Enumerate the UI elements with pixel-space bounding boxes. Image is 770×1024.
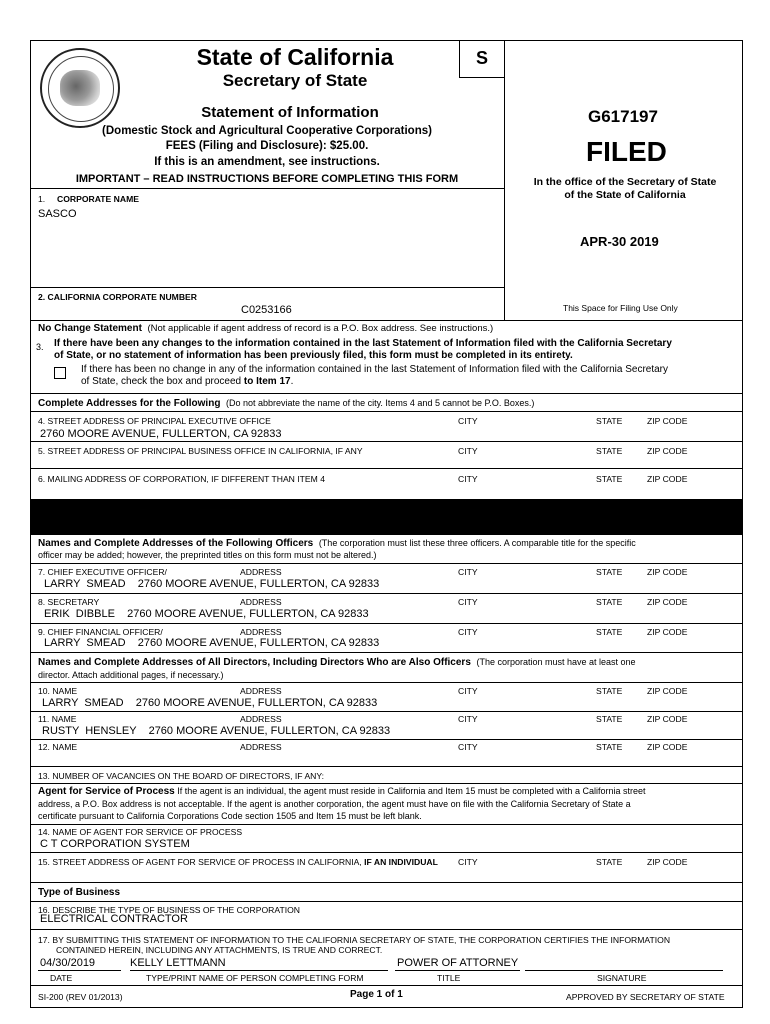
item3-line3: If there has been no change in any of the information contained in the last Statement of Information filed with the California Secretary [81, 364, 669, 375]
amendment-note: If this is an amendment, see instructions. [154, 156, 380, 168]
item1-label: CORPORATE NAME [57, 194, 139, 204]
item10-value: LARRY SMEAD 2760 MOORE AVENUE, FULLERTON, CA 92833 [42, 697, 378, 709]
state-title: State of California [196, 44, 394, 70]
officers-heading-note2: officer may be added; however, the preprinted titles on this form must not be altered.) [38, 550, 377, 560]
signature-label: SIGNATURE [597, 973, 647, 983]
item9-value: LARRY SMEAD 2760 MOORE AVENUE, FULLERTON, CA 92833 [44, 637, 380, 649]
item11-state-label: STATE [596, 714, 623, 724]
cert-name-value: KELLY LETTMANN [130, 957, 226, 969]
corp-type: (Domestic Stock and Agricultural Cooperative Corporations) [102, 125, 432, 137]
statement-title: Statement of Information [201, 104, 379, 121]
corporate-number-value: C0253166 [241, 304, 292, 316]
item15-label: 15. STREET ADDRESS OF AGENT FOR SERVICE OF PROCESS IN CALIFORNIA, IF AN INDIVIDUAL [38, 857, 438, 867]
item14-value: C T CORPORATION SYSTEM [40, 838, 190, 850]
item4-label: 4. STREET ADDRESS OF PRINCIPAL EXECUTIVE OFFICE [38, 416, 271, 426]
item8-zip-label: ZIP CODE [647, 597, 688, 607]
item5-city-label: CITY [458, 446, 478, 456]
item15-city-label: CITY [458, 857, 478, 867]
filed-stamp: FILED [586, 136, 667, 167]
directors-heading-row: Names and Complete Addresses of All Directors, Including Directors Who are Also Officers (The corporation must have at least one [38, 657, 636, 668]
no-change-checkbox[interactable] [54, 367, 66, 379]
item8-state-label: STATE [596, 597, 623, 607]
item9-state-label: STATE [596, 627, 623, 637]
corporate-name-value: SASCO [38, 208, 77, 220]
item7-zip-label: ZIP CODE [647, 567, 688, 577]
item9-zip-label: ZIP CODE [647, 627, 688, 637]
item7-city-label: CITY [458, 567, 478, 577]
item9-address-label: ADDRESS [240, 627, 282, 637]
item3-number: 3. [36, 342, 44, 352]
business-heading: Type of Business [38, 887, 121, 898]
office-line-1: In the office of the Secretary of State [533, 176, 717, 188]
item11-label: 11. NAME [38, 714, 77, 724]
item11-city-label: CITY [458, 714, 478, 724]
item16-value: ELECTRICAL CONTRACTOR [40, 913, 188, 925]
item2-label: 2. CALIFORNIA CORPORATE NUMBER [38, 292, 197, 302]
item10-zip-label: ZIP CODE [647, 686, 688, 696]
cert-title-value: POWER OF ATTORNEY [397, 957, 519, 969]
agent-note3: certificate pursuant to California Corporations Code section 1505 and Item 15 must be left blank. [38, 811, 422, 821]
no-change-heading-row: No Change Statement (Not applicable if agent address of record is a P.O. Box address. See instructions.) [38, 323, 494, 334]
item8-city-label: CITY [458, 597, 478, 607]
item4-value: 2760 MOORE AVENUE, FULLERTON, CA 92833 [40, 428, 282, 440]
item6-city-label: CITY [458, 474, 478, 484]
item7-value: LARRY SMEAD 2760 MOORE AVENUE, FULLERTON, CA 92833 [44, 578, 380, 590]
cert-date-value: 04/30/2019 [40, 957, 96, 969]
item11-address-label: ADDRESS [240, 714, 282, 724]
item8-label: 8. SECRETARY [38, 597, 100, 607]
important-note: IMPORTANT – READ INSTRUCTIONS BEFORE COMPLETING THIS FORM [75, 173, 459, 185]
page-number: Page 1 of 1 [350, 989, 403, 1000]
item11-value: RUSTY HENSLEY 2760 MOORE AVENUE, FULLERTON, CA 92833 [42, 725, 391, 737]
item6-label: 6. MAILING ADDRESS OF CORPORATION, IF DIFFERENT THAN ITEM 4 [38, 474, 325, 484]
item14-label: 14. NAME OF AGENT FOR SERVICE OF PROCESS [38, 827, 243, 837]
item9-label: 9. CHIEF FINANCIAL OFFICER/ [38, 627, 163, 637]
date-label: DATE [50, 973, 73, 983]
item5-zip-label: ZIP CODE [647, 446, 688, 456]
item8-value: ERIK DIBBLE 2760 MOORE AVENUE, FULLERTON, CA 92833 [44, 608, 369, 620]
item6-state-label: STATE [596, 474, 623, 484]
item16-label: 16. DESCRIBE THE TYPE OF BUSINESS OF THE CORPORATION [38, 905, 301, 915]
item8-address-label: ADDRESS [240, 597, 282, 607]
title-label: TITLE [437, 973, 461, 983]
item12-address-label: ADDRESS [240, 742, 282, 752]
secretary-title: Secretary of State [222, 71, 368, 90]
item4-zip-label: ZIP CODE [647, 416, 688, 426]
filing-date: APR-30 2019 [580, 234, 659, 249]
redaction-bar [30, 499, 743, 535]
fees-text: FEES (Filing and Disclosure): $25.00. [165, 140, 369, 152]
item11-zip-label: ZIP CODE [647, 714, 688, 724]
item4-city-label: CITY [458, 416, 478, 426]
item10-city-label: CITY [458, 686, 478, 696]
item6-zip-label: ZIP CODE [647, 474, 688, 484]
directors-heading-note2: director. Attach additional pages, if necessary.) [38, 670, 224, 680]
item3-line4: of State, check the box and proceed to Item 17. [81, 376, 294, 387]
item5-state-label: STATE [596, 446, 623, 456]
agent-heading-row: Agent for Service of Process If the agent is an individual, the agent must reside in California and Item 15 must be completed with a California street [38, 786, 646, 797]
item12-label: 12. NAME [38, 742, 78, 752]
form-code-box: S [459, 40, 505, 78]
agent-note2: address, a P.O. Box address is not acceptable. If the agent is another corporation, the agent must have on file with the California Secretary of State a [38, 799, 631, 809]
item1-number: 1. [38, 194, 46, 204]
filing-space-note: This Space for Filing Use Only [563, 303, 678, 313]
item10-address-label: ADDRESS [240, 686, 282, 696]
item15-zip-label: ZIP CODE [647, 857, 688, 867]
item3-line1: If there have been any changes to the information contained in the last Statement of Information filed with the California Secretary [54, 338, 672, 349]
item12-zip-label: ZIP CODE [647, 742, 688, 752]
state-seal-icon [40, 48, 120, 128]
item12-state-label: STATE [596, 742, 623, 752]
item15-state-label: STATE [596, 857, 623, 867]
form-id: SI-200 (REV 01/2013) [38, 992, 123, 1002]
officers-heading-row: Names and Complete Addresses of the Following Officers (The corporation must list these three officers. A comparable title for the specific [38, 538, 636, 549]
item17-line1: 17. BY SUBMITTING THIS STATEMENT OF INFORMATION TO THE CALIFORNIA SECRETARY OF STATE, THE CORPORATION CERTIFIES THE INFORMATION [38, 935, 671, 945]
name-label: TYPE/PRINT NAME OF PERSON COMPLETING FORM [146, 973, 364, 983]
item4-state-label: STATE [596, 416, 623, 426]
item12-city-label: CITY [458, 742, 478, 752]
item7-address-label: ADDRESS [240, 567, 282, 577]
item3-line2: of State, or no statement of information has been previously filed, this form must be completed in its entirety. [54, 350, 573, 361]
office-line-2: of the State of California [564, 189, 686, 201]
item10-label: 10. NAME [38, 686, 78, 696]
item10-state-label: STATE [596, 686, 623, 696]
approved-text: APPROVED BY SECRETARY OF STATE [566, 992, 725, 1002]
item7-label: 7. CHIEF EXECUTIVE OFFICER/ [38, 567, 167, 577]
item17-line2: CONTAINED HEREIN, INCLUDING ANY ATTACHMENTS, IS TRUE AND CORRECT. [56, 945, 383, 955]
item13-label: 13. NUMBER OF VACANCIES ON THE BOARD OF DIRECTORS, IF ANY: [38, 771, 325, 781]
addresses-heading-row: Complete Addresses for the Following (Do not abbreviate the name of the city. Items 4 and 5 cannot be P.O. Boxes.) [38, 398, 535, 409]
filing-number: G617197 [588, 107, 658, 126]
item5-label: 5. STREET ADDRESS OF PRINCIPAL BUSINESS OFFICE IN CALIFORNIA, IF ANY [38, 446, 363, 456]
item9-city-label: CITY [458, 627, 478, 637]
item7-state-label: STATE [596, 567, 623, 577]
